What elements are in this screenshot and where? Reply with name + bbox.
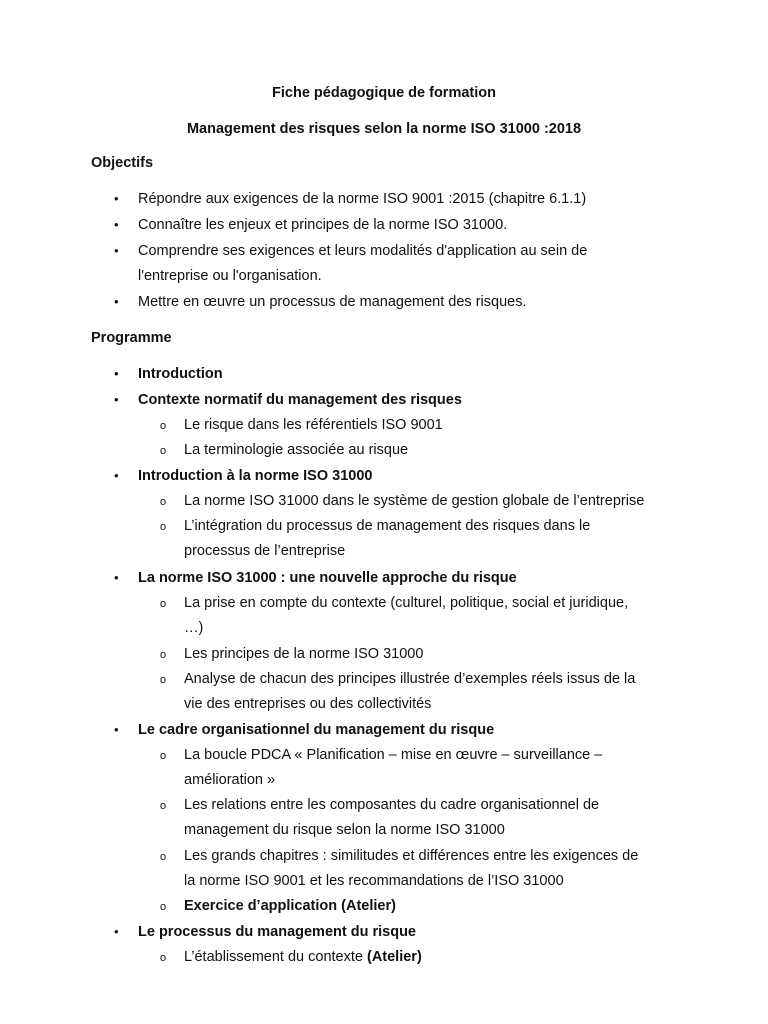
objectif-item: Répondre aux exigences de la norme ISO 9001 :2015 (chapitre 6.1.1) (138, 191, 587, 207)
sub-item: La boucle PDCA « Planification – mise en œuvre – surveillance – (184, 747, 603, 763)
sub-item: Analyse de chacun des principes illustrée d’exemples réels issus de la (184, 671, 636, 687)
bullet-icon: • (114, 722, 119, 737)
sub-item-continuation: processus de l’entreprise (184, 543, 346, 559)
sub-item: La norme ISO 31000 dans le système de gestion globale de l’entreprise (184, 493, 645, 509)
sub-item (184, 949, 422, 965)
sub-item: Le risque dans les référentiels ISO 9001 (184, 417, 443, 433)
sub-bullet-icon: o (160, 851, 167, 863)
section-title: Introduction (138, 366, 223, 382)
sub-item-continuation: …) (184, 620, 204, 636)
sub-item-continuation: management du risque selon la norme ISO 31000 (184, 822, 505, 838)
sub-item-text: L’établissement du contexte (184, 949, 367, 965)
sub-item-continuation: amélioration » (184, 772, 276, 788)
sub-item-exercise: Exercice d’application (Atelier) (184, 898, 396, 914)
programme-heading: Programme (91, 330, 172, 346)
sub-bullet-icon: o (160, 750, 167, 762)
bullet-icon: • (114, 191, 119, 206)
sub-bullet-icon: o (160, 496, 167, 508)
sub-bullet-icon: o (160, 649, 167, 661)
sub-bullet-icon: o (160, 598, 167, 610)
objectif-item-continuation: l'entreprise ou l'organisation. (138, 268, 322, 284)
section-title: Le cadre organisationnel du management du risque (138, 722, 495, 738)
objectifs-heading: Objectifs (91, 155, 154, 171)
objectif-item: Comprendre ses exigences et leurs modalités d'application au sein de (138, 243, 588, 259)
objectif-item: Connaître les enjeux et principes de la norme ISO 31000. (138, 217, 508, 233)
bullet-icon: • (114, 392, 119, 407)
bullet-icon: • (114, 366, 119, 381)
sub-bullet-icon: o (160, 445, 167, 457)
section-title: Introduction à la norme ISO 31000 (138, 468, 373, 484)
sub-bullet-icon: o (160, 420, 167, 432)
objectif-item: Mettre en œuvre un processus de management des risques. (138, 294, 527, 310)
sub-item: La terminologie associée au risque (184, 442, 409, 458)
bullet-icon: • (114, 243, 119, 258)
sub-item-continuation: vie des entreprises ou des collectivités (184, 696, 432, 712)
sub-item: Les principes de la norme ISO 31000 (184, 646, 424, 662)
sub-item: Les grands chapitres : similitudes et différences entre les exigences de (184, 848, 639, 864)
document-title: Fiche pédagogique de formation (272, 85, 496, 101)
bullet-icon: • (114, 570, 119, 585)
bullet-icon: • (114, 294, 119, 309)
sub-bullet-icon: o (160, 952, 167, 964)
document-subtitle: Management des risques selon la norme ISO 31000 :2018 (186, 121, 582, 137)
sub-bullet-icon: o (160, 674, 167, 686)
sub-bullet-icon: o (160, 901, 167, 913)
bullet-icon: • (114, 924, 119, 939)
section-title: Le processus du management du risque (138, 924, 416, 940)
section-title: Contexte normatif du management des risques (138, 392, 462, 408)
sub-item: Les relations entre les composantes du cadre organisationnel de (184, 797, 600, 813)
bullet-icon: • (114, 217, 119, 232)
section-title: La norme ISO 31000 : une nouvelle approche du risque (138, 570, 517, 586)
sub-bullet-icon: o (160, 800, 167, 812)
sub-item: La prise en compte du contexte (culturel, politique, social et juridique, (184, 595, 629, 611)
sub-item-continuation: la norme ISO 9001 et les recommandations de l’ISO 31000 (184, 873, 564, 889)
bullet-icon: • (114, 468, 119, 483)
sub-item: L’intégration du processus de management des risques dans le (184, 518, 591, 534)
sub-item-atelier: (Atelier) (366, 949, 422, 965)
sub-bullet-icon: o (160, 521, 167, 533)
